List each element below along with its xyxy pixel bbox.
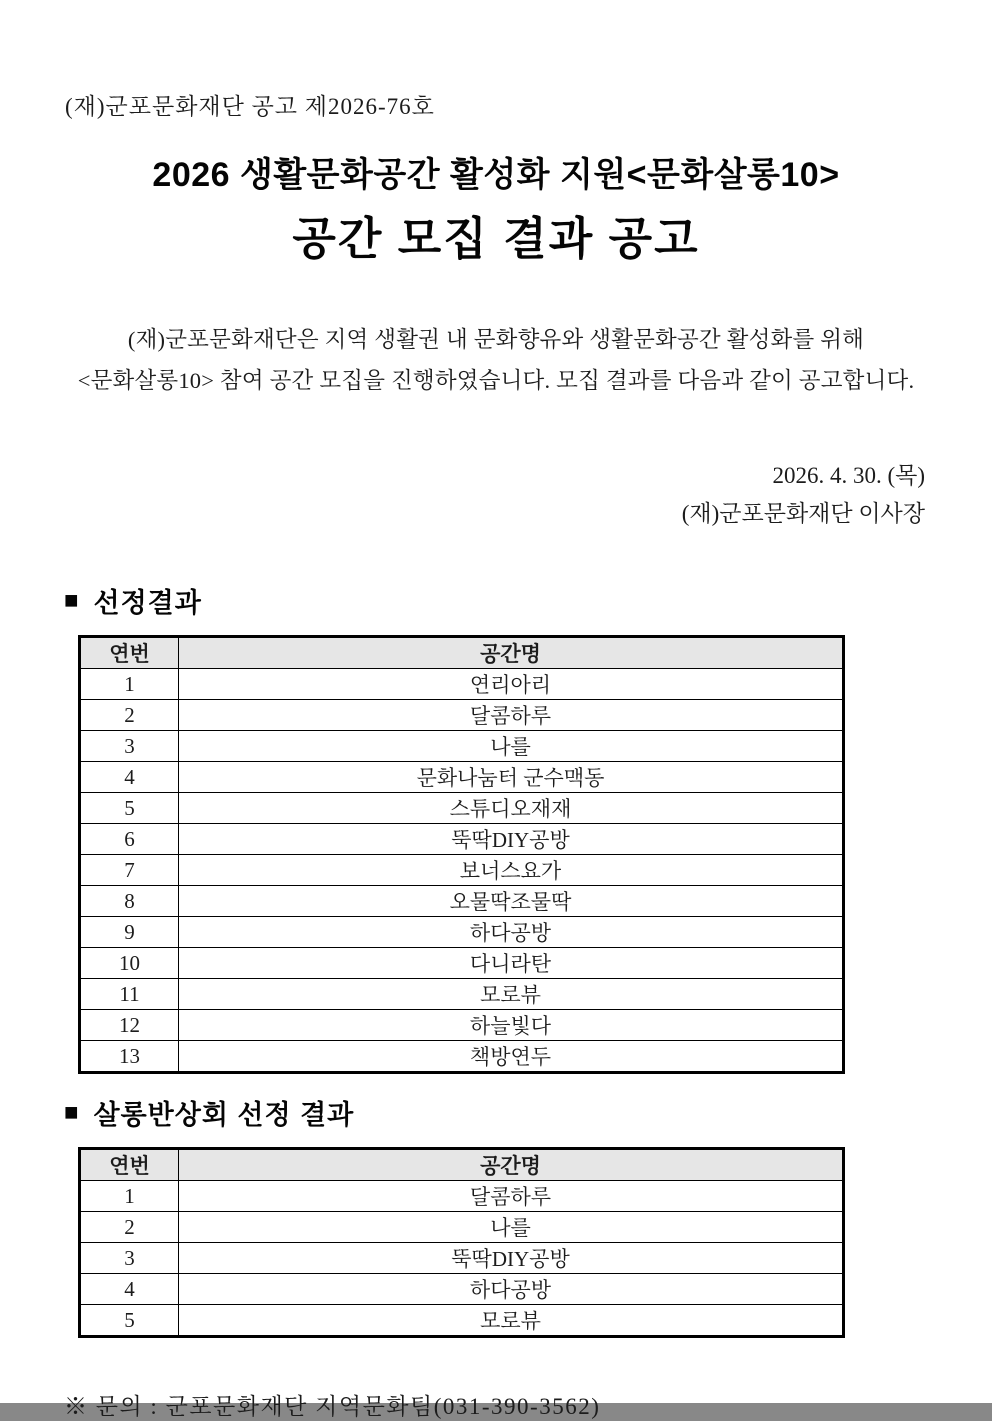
table-row bbox=[80, 1212, 844, 1243]
space-name-cell: 모로뷰 bbox=[179, 979, 844, 1010]
document-number: (재)군포문화재단 공고 제2026-76호 bbox=[65, 94, 435, 119]
table-row bbox=[80, 886, 844, 917]
table-row bbox=[80, 700, 844, 731]
row-number-cell: 5 bbox=[80, 1305, 179, 1337]
space-name-cell: 달콤하루 bbox=[179, 700, 844, 731]
row-number-cell: 3 bbox=[80, 1243, 179, 1274]
table-row bbox=[80, 793, 844, 824]
signer-name: (재)군포문화재단 이사장 bbox=[681, 501, 925, 526]
space-name-cell: 다니라탄 bbox=[179, 948, 844, 979]
space-name-cell: 연리아리 bbox=[179, 669, 844, 700]
title-block bbox=[0, 147, 992, 267]
row-number-cell: 11 bbox=[80, 979, 179, 1010]
signature-block bbox=[0, 457, 992, 533]
row-number-cell: 1 bbox=[80, 1181, 179, 1212]
space-name-cell: 나를 bbox=[179, 1212, 844, 1243]
space-name-cell: 보너스요가 bbox=[179, 855, 844, 886]
row-number-cell: 8 bbox=[80, 886, 179, 917]
column-header: 공간명 bbox=[179, 637, 844, 669]
row-number-cell: 4 bbox=[80, 762, 179, 793]
table-row bbox=[80, 669, 844, 700]
row-number-cell: 5 bbox=[80, 793, 179, 824]
row-number-cell: 10 bbox=[80, 948, 179, 979]
row-number-cell: 12 bbox=[80, 1010, 179, 1041]
section-heading-label: 살롱반상회 선정 결과 bbox=[93, 1100, 355, 1130]
table-row bbox=[80, 979, 844, 1010]
square-bullet-icon: ■ bbox=[64, 586, 80, 614]
table-row bbox=[80, 1305, 844, 1337]
table-row bbox=[80, 731, 844, 762]
announcement-date: 2026. 4. 30. (목) bbox=[772, 463, 925, 488]
table-row bbox=[80, 855, 844, 886]
space-name-cell: 하다공방 bbox=[179, 1274, 844, 1305]
space-name-cell: 오물딱조물딱 bbox=[179, 886, 844, 917]
space-name-cell: 뚝딱DIY공방 bbox=[179, 1243, 844, 1274]
section-heading-salon-meeting-result bbox=[64, 1093, 992, 1132]
space-name-cell: 모로뷰 bbox=[179, 1305, 844, 1337]
table-row bbox=[80, 824, 844, 855]
column-header: 연번 bbox=[80, 1149, 179, 1181]
table-row bbox=[80, 762, 844, 793]
row-number-cell: 3 bbox=[80, 731, 179, 762]
space-name-cell: 문화나눔터 군수맥동 bbox=[179, 762, 844, 793]
row-number-cell: 6 bbox=[80, 824, 179, 855]
section-heading-label: 선정결과 bbox=[93, 588, 202, 618]
table-header-row bbox=[80, 637, 844, 669]
page-title-line2: 공간 모집 결과 공고 bbox=[292, 213, 700, 264]
row-number-cell: 13 bbox=[80, 1041, 179, 1073]
column-header: 공간명 bbox=[179, 1149, 844, 1181]
selection-result-table bbox=[78, 635, 845, 1074]
space-name-cell: 달콤하루 bbox=[179, 1181, 844, 1212]
table-row bbox=[80, 948, 844, 979]
table-row bbox=[80, 1243, 844, 1274]
section-heading-selection-result bbox=[64, 581, 992, 620]
selection-result-table-wrap bbox=[78, 635, 992, 1074]
row-number-cell: 7 bbox=[80, 855, 179, 886]
table-header-row bbox=[80, 1149, 844, 1181]
space-name-cell: 스튜디오재재 bbox=[179, 793, 844, 824]
table-row bbox=[80, 1010, 844, 1041]
table-row bbox=[80, 1274, 844, 1305]
salon-meeting-result-table bbox=[78, 1147, 845, 1338]
row-number-cell: 2 bbox=[80, 1212, 179, 1243]
row-number-cell: 1 bbox=[80, 669, 179, 700]
space-name-cell: 하다공방 bbox=[179, 917, 844, 948]
square-bullet-icon: ■ bbox=[64, 1098, 80, 1126]
space-name-cell: 하늘빛다 bbox=[179, 1010, 844, 1041]
row-number-cell: 4 bbox=[80, 1274, 179, 1305]
table-row bbox=[80, 917, 844, 948]
row-number-cell: 2 bbox=[80, 700, 179, 731]
announcement-body bbox=[0, 319, 992, 401]
column-header: 연번 bbox=[80, 637, 179, 669]
space-name-cell: 나를 bbox=[179, 731, 844, 762]
table-row bbox=[80, 1041, 844, 1073]
page-title-line1: 2026 생활문화공간 활성화 지원<문화살롱10> bbox=[152, 156, 840, 194]
row-number-cell: 9 bbox=[80, 917, 179, 948]
salon-meeting-table-wrap bbox=[78, 1147, 992, 1338]
table-row bbox=[80, 1181, 844, 1212]
body-line2: <문화살롱10> 참여 공간 모집을 진행하였습니다. 모집 결과를 다음과 같이 공고합니다. bbox=[77, 368, 915, 393]
body-line1: (재)군포문화재단은 지역 생활권 내 문화향유와 생활문화공간 활성화를 위해 bbox=[127, 327, 865, 352]
space-name-cell: 뚝딱DIY공방 bbox=[179, 824, 844, 855]
space-name-cell: 책방연두 bbox=[179, 1041, 844, 1073]
contact-note: ※ 문의 : 군포문화재단 지역문화팀(031-390-3562) bbox=[64, 1394, 601, 1419]
